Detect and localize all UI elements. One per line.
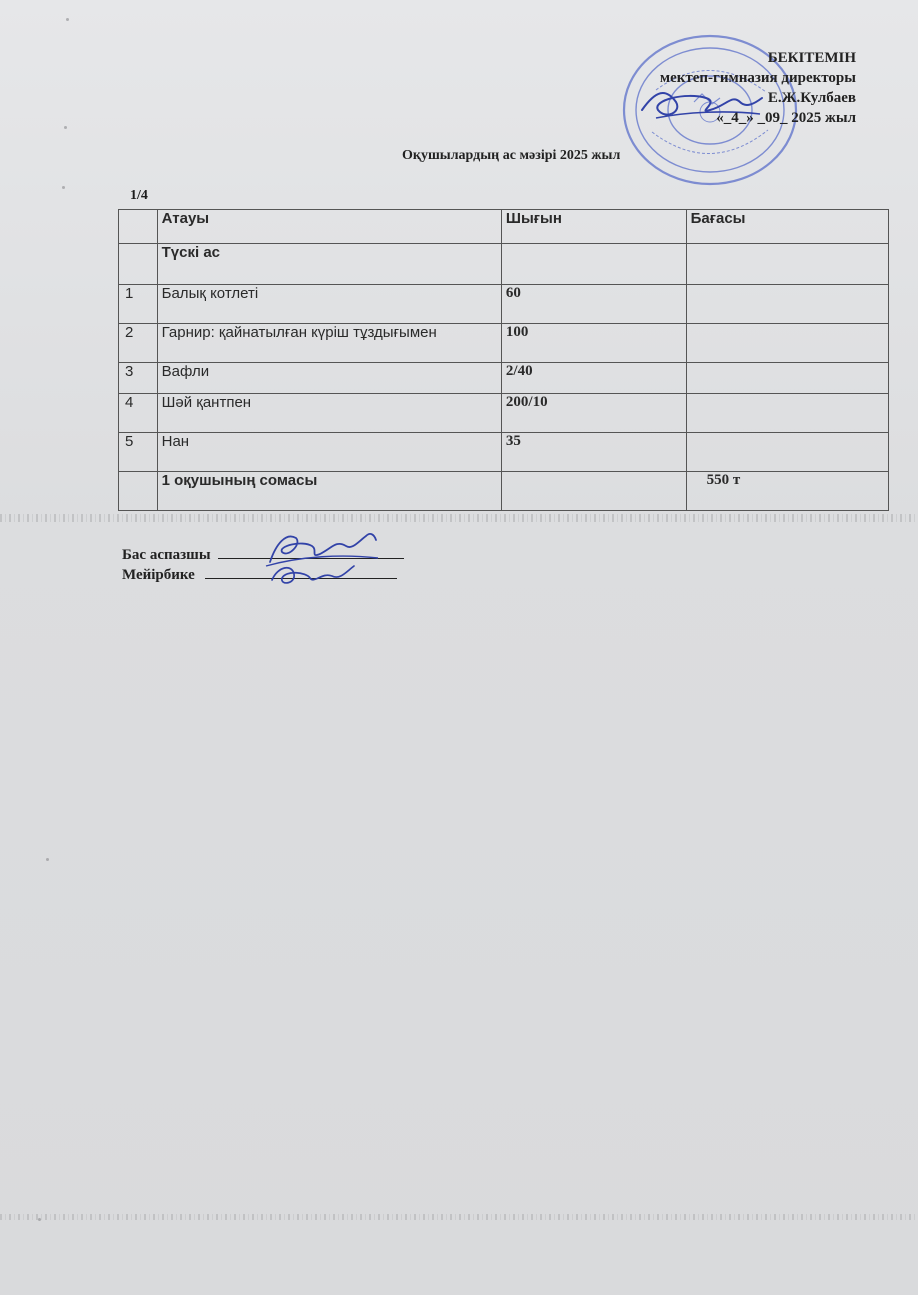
scan-speck [66,18,69,21]
header-name: Атауы [157,210,501,244]
table-row [119,363,889,394]
header-num [119,210,158,244]
scan-speck [62,186,65,189]
total-label: 1 оқушының сомасы [157,472,501,511]
row-price [686,363,888,394]
table-header-row [119,210,889,244]
section-num [119,244,158,285]
scan-speck [46,858,49,861]
section-price [686,244,888,285]
header-qty: Шығын [501,210,686,244]
total-row [119,472,889,511]
header-price: Бағасы [686,210,888,244]
row-num: 4 [119,394,158,433]
total-num [119,472,158,511]
row-qty: 2/40 [501,363,686,394]
table-row [119,324,889,363]
row-num: 1 [119,285,158,324]
nurse-label: Мейірбике [122,567,195,583]
director-name: Е.Ж.Кулбаев [767,90,856,106]
row-price [686,394,888,433]
row-num: 5 [119,433,158,472]
scan-noise-band [0,514,918,522]
table-row [119,394,889,433]
document-title: Оқушылардың ас мәзірі 2025 жыл [402,148,621,163]
row-num: 3 [119,363,158,394]
table-row [119,285,889,324]
row-qty: 60 [501,285,686,324]
approval-date: «_4_» _09_ 2025 жыл [716,110,856,126]
row-qty: 200/10 [501,394,686,433]
row-num: 2 [119,324,158,363]
nurse-signature [262,560,362,594]
table-row [119,433,889,472]
row-price [686,433,888,472]
menu-table [118,209,889,511]
scan-noise-band [0,1214,918,1220]
row-name: Балық котлеті [157,285,501,324]
row-qty: 100 [501,324,686,363]
approval-block [660,48,856,128]
page-number: 1/4 [130,188,148,203]
section-row [119,244,889,285]
total-value: 550 т [686,472,888,511]
section-label: Түскі ас [157,244,501,285]
row-name: Вафли [157,363,501,394]
total-qty [501,472,686,511]
section-qty [501,244,686,285]
approve-word: БЕКІТЕМІН [767,50,856,66]
scan-speck [64,126,67,129]
row-price [686,324,888,363]
row-name: Нан [157,433,501,472]
row-name: Гарнир: қайнатылған күріш тұздығымен [157,324,501,363]
row-qty: 35 [501,433,686,472]
director-position: мектеп-гимназия директоры [659,70,856,86]
row-name: Шәй қантпен [157,394,501,433]
chef-label: Бас аспазшы [122,547,211,563]
row-price [686,285,888,324]
